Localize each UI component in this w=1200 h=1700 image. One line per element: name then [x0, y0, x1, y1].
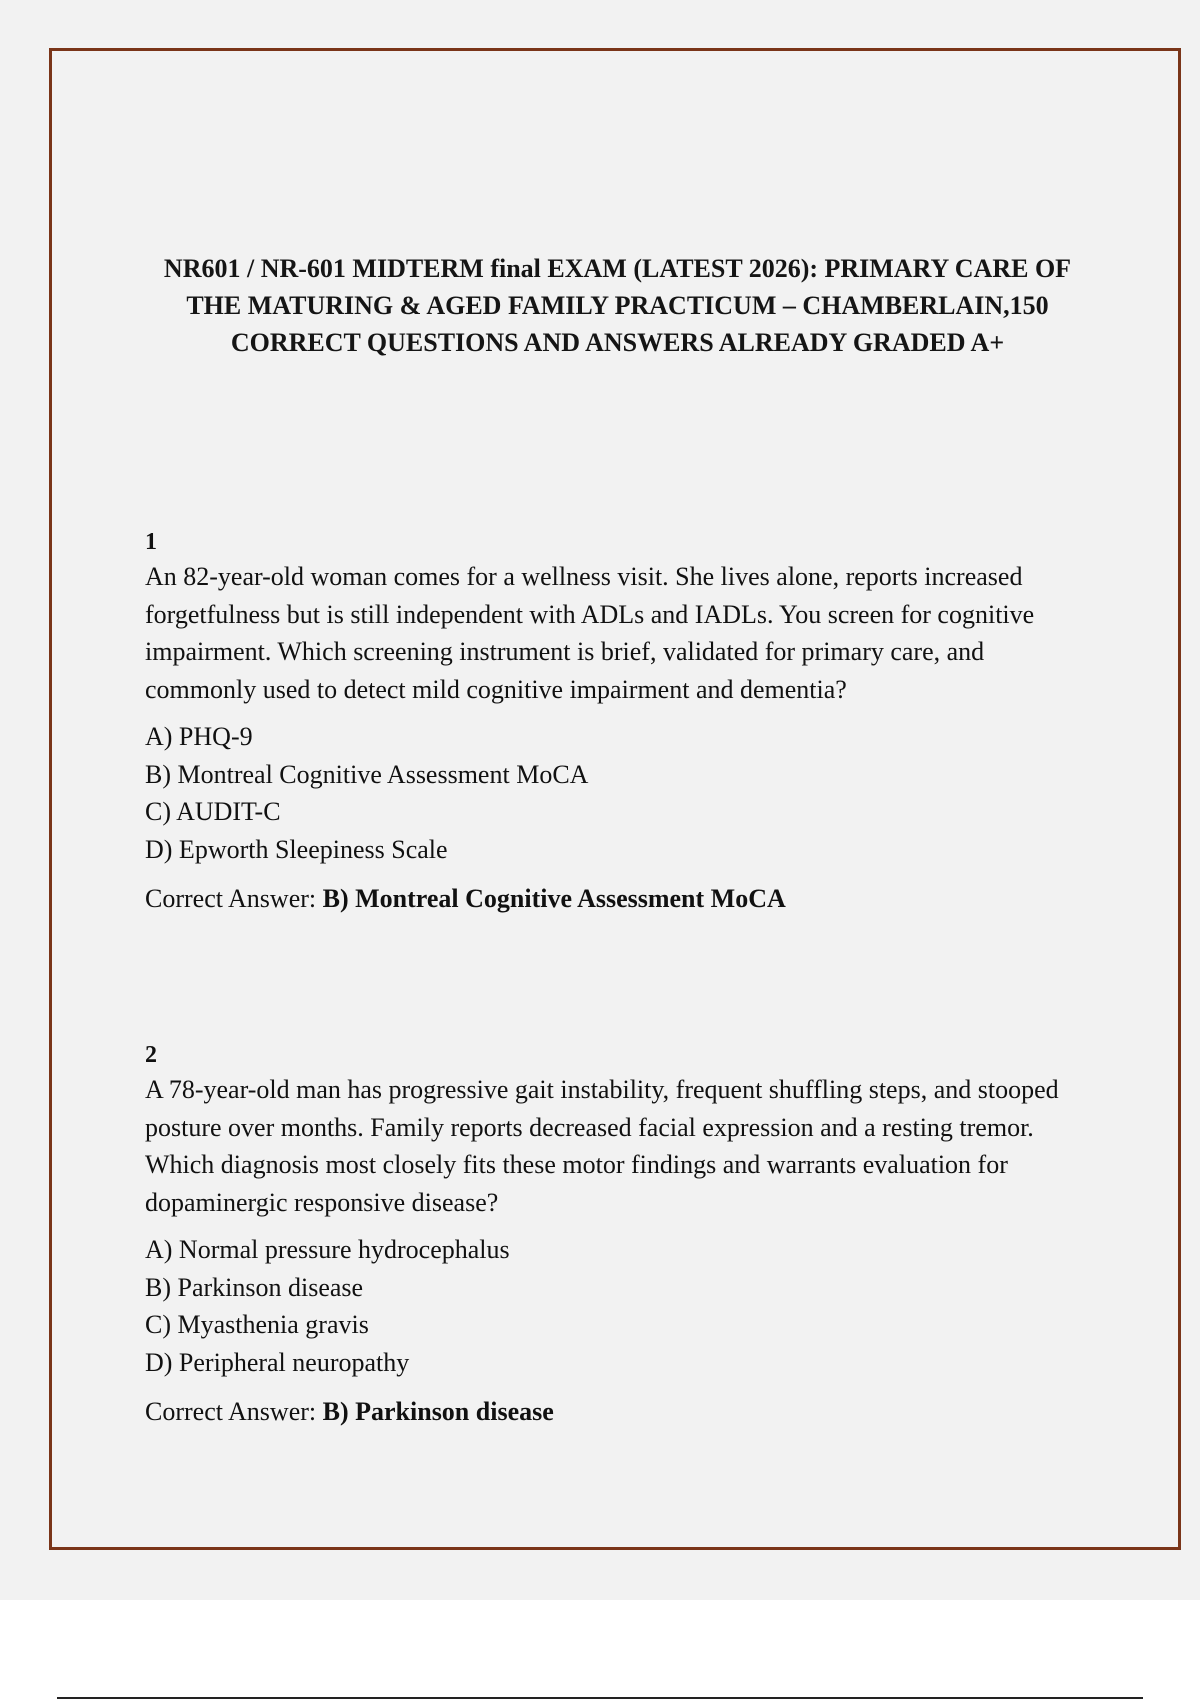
correct-answer-label: Correct Answer: — [145, 884, 323, 913]
answer-options-list — [145, 1231, 1090, 1381]
correct-answer-value: B) Parkinson disease — [322, 1397, 554, 1426]
question-text: A 78-year-old man has progressive gait instability, frequent shuffling steps, and stooped posture over months. Family reports decreased facial expression and a resting tremor. Which diagnosis most closely fits these motor findings and warrants evaluation for dopaminergic responsive disease? — [145, 1075, 1059, 1217]
question-block — [145, 526, 1090, 917]
correct-answer-value: B) Montreal Cognitive Assessment MoCA — [322, 884, 786, 913]
answer-option: A) Normal pressure hydrocephalus — [145, 1235, 510, 1264]
question-number: 2 — [145, 1042, 157, 1068]
correct-answer — [145, 880, 1090, 917]
answer-option: C) AUDIT-C — [145, 797, 281, 826]
document-title: NR601 / NR-601 MIDTERM final EXAM (LATEST 2026): PRIMARY CARE OF THE MATURING & AGED FAMILY PRACTICUM – CHAMBERLAIN,150 CORRECT QUESTIONS AND ANSWERS ALREADY GRADED A+ — [163, 254, 1072, 357]
answer-option: D) Peripheral neuropathy — [145, 1347, 410, 1377]
answer-option: B) Parkinson disease — [145, 1272, 364, 1302]
document-content — [145, 250, 1090, 1426]
correct-answer-label: Correct Answer: — [145, 1397, 323, 1426]
answer-option: D) Epworth Sleepiness Scale — [145, 834, 448, 864]
answer-option: C) Myasthenia gravis — [145, 1310, 369, 1339]
correct-answer — [145, 1393, 1090, 1430]
answer-option: A) PHQ-9 — [145, 722, 253, 751]
question-block — [145, 1039, 1090, 1430]
footer-divider-line — [57, 1697, 1143, 1699]
question-text: An 82-year-old woman comes for a wellness visit. She lives alone, reports increased forgetfulness but is still independent with ADLs and IADLs. You screen for cognitive impairment. Which screening instrument is brief, validated for primary care, and commonly used to detect mild cognitive impairment and dementia? — [145, 562, 1035, 704]
answer-options-list — [145, 718, 1090, 868]
answer-option: B) Montreal Cognitive Assessment MoCA — [145, 759, 589, 789]
question-number: 1 — [145, 529, 157, 555]
